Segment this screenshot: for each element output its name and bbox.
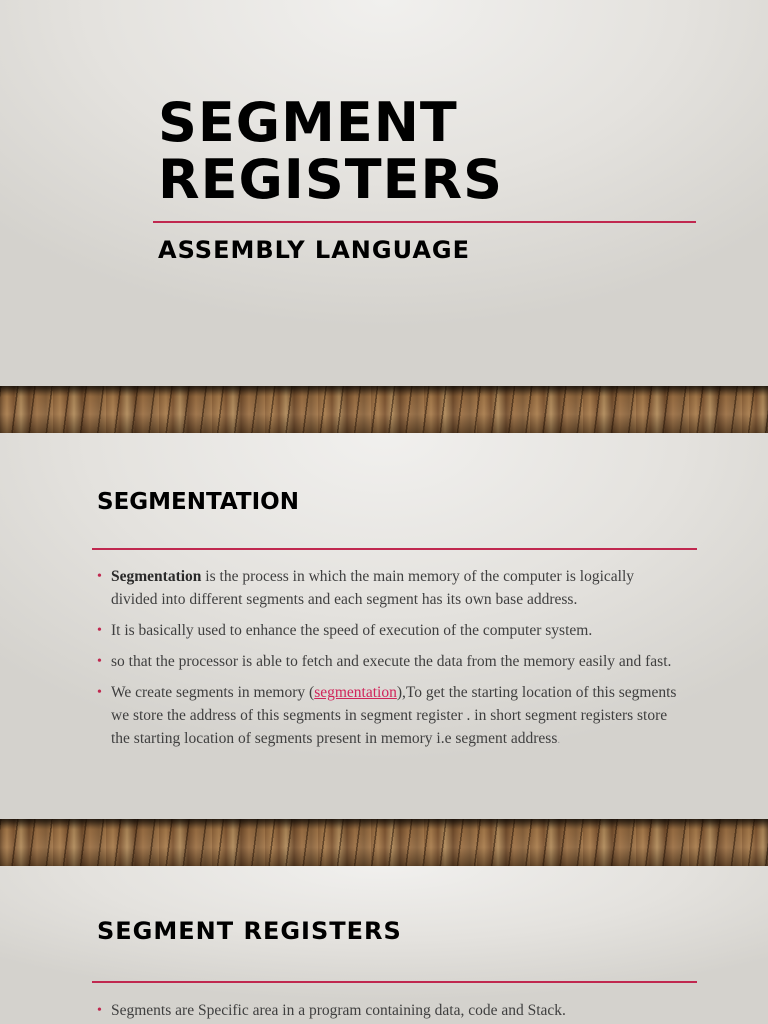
bullet-icon: • [97,685,102,700]
bullet-icon: • [97,1003,102,1018]
bullet-text: ),To get the starting location of this segments we store the address of this segments in segment register . in short segment registers store the starting location of segments present in memory i.e segment address [111,684,677,747]
list-item [97,650,677,673]
wood-floor-divider [0,386,768,433]
list-item [97,681,677,752]
bullet-text: is the process in which the main memory of the computer is logically divided into different segments and each segment has its own base address. [111,568,635,608]
bullet-icon: • [97,623,102,638]
bullet-text: so that the processor is able to fetch and execute the data from the memory easily and fast. [111,653,672,670]
heading-divider [92,548,697,550]
title-divider [153,221,696,223]
list-item [97,619,677,642]
bullet-list [97,565,677,760]
list-item [97,999,677,1022]
bullet-text: It is basically used to enhance the speed of execution of the computer system. [111,622,593,639]
bullet-icon: • [97,569,102,584]
slide-3 [0,866,768,1024]
heading-divider [92,981,697,983]
wood-floor-divider [0,819,768,866]
bullet-icon: • [97,654,102,669]
bullet-text: We create segments in memory ( [111,684,315,701]
slide-1 [0,0,768,386]
slide-heading: SEGMENTATION [97,489,299,515]
slide-2 [0,433,768,819]
list-item [97,565,677,611]
slide-title: SEGMENT REGISTERS [158,91,503,211]
segmentation-link[interactable]: segmentation [314,684,397,701]
trailing-period: . [557,734,561,746]
slide-subtitle: ASSEMBLY LANGUAGE [158,236,470,264]
slide-heading: SEGMENT REGISTERS [97,917,402,945]
bold-term: Segmentation [111,568,202,585]
bullet-list [97,999,677,1024]
bullet-text: Segments are Specific area in a program containing data, code and Stack. [111,1002,566,1019]
